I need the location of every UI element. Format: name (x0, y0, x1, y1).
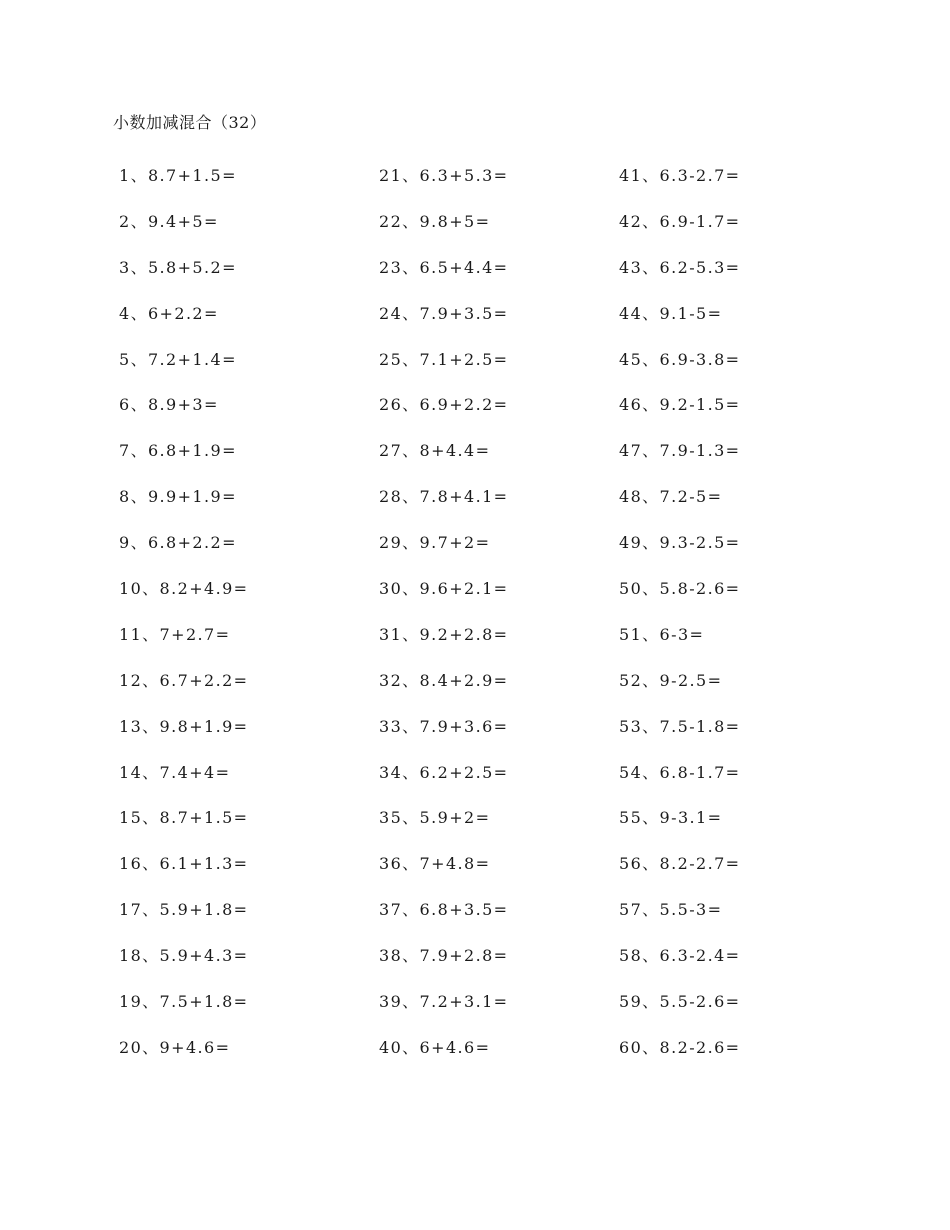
problem-41: 41、6.3-2.7= (619, 166, 741, 185)
problem-58: 58、6.3-2.4= (619, 946, 741, 966)
problem-38: 38、7.9+2.8= (379, 946, 509, 966)
problem-17: 17、5.9+1.8= (119, 900, 249, 920)
problem-47: 47、7.9-1.3= (619, 441, 741, 461)
problem-32: 32、8.4+2.9= (379, 670, 509, 690)
problem-column-2 (379, 164, 609, 1082)
problem-36: 36、7+4.8= (379, 854, 491, 874)
problem-15: 15、8.7+1.5= (119, 808, 249, 828)
problem-8: 8、9.9+1.9= (119, 487, 237, 507)
problem-45: 45、6.9-3.8= (619, 349, 741, 369)
problem-column-3 (619, 164, 849, 1082)
problem-24: 24、7.9+3.5= (379, 303, 509, 323)
problem-29: 29、9.7+2= (379, 533, 491, 553)
problem-42: 42、6.9-1.7= (619, 211, 741, 231)
problem-1: 1、8.7+1.5= (119, 166, 237, 185)
problem-56: 56、8.2-2.7= (619, 854, 741, 874)
problem-2: 2、9.4+5= (119, 211, 219, 231)
problem-51: 51、6-3= (619, 624, 705, 644)
problem-39: 39、7.2+3.1= (379, 992, 509, 1012)
problem-14: 14、7.4+4= (119, 762, 231, 782)
problem-54: 54、6.8-1.7= (619, 762, 741, 782)
problem-22: 22、9.8+5= (379, 211, 491, 231)
problem-49: 49、9.3-2.5= (619, 533, 741, 553)
problem-34: 34、6.2+2.5= (379, 762, 509, 782)
problem-60: 60、8.2-2.6= (619, 1037, 741, 1057)
problem-4: 4、6+2.2= (119, 303, 219, 323)
problem-48: 48、7.2-5= (619, 487, 723, 507)
problem-20: 20、9+4.6= (119, 1037, 231, 1057)
problem-33: 33、7.9+3.6= (379, 716, 509, 736)
problem-40: 40、6+4.6= (379, 1037, 491, 1057)
problem-26: 26、6.9+2.2= (379, 395, 509, 415)
problem-44: 44、9.1-5= (619, 303, 723, 323)
problem-25: 25、7.1+2.5= (379, 349, 509, 369)
problem-16: 16、6.1+1.3= (119, 854, 249, 874)
problem-19: 19、7.5+1.8= (119, 992, 249, 1012)
problem-9: 9、6.8+2.2= (119, 533, 237, 553)
problem-5: 5、7.2+1.4= (119, 349, 237, 369)
problem-11: 11、7+2.7= (119, 624, 231, 644)
problem-28: 28、7.8+4.1= (379, 487, 509, 507)
problem-52: 52、9-2.5= (619, 670, 723, 690)
problem-23: 23、6.5+4.4= (379, 257, 509, 277)
problem-53: 53、7.5-1.8= (619, 716, 741, 736)
problem-10: 10、8.2+4.9= (119, 579, 249, 599)
problem-59: 59、5.5-2.6= (619, 992, 741, 1012)
problem-57: 57、5.5-3= (619, 900, 723, 920)
problem-column-1 (119, 164, 349, 1082)
problem-13: 13、9.8+1.9= (119, 716, 249, 736)
problem-21: 21、6.3+5.3= (379, 166, 509, 185)
problem-3: 3、5.8+5.2= (119, 257, 237, 277)
problem-18: 18、5.9+4.3= (119, 946, 249, 966)
problem-7: 7、6.8+1.9= (119, 441, 237, 461)
problem-27: 27、8+4.4= (379, 441, 491, 461)
problem-55: 55、9-3.1= (619, 808, 723, 828)
problem-37: 37、6.8+3.5= (379, 900, 509, 920)
problem-46: 46、9.2-1.5= (619, 395, 741, 415)
problem-35: 35、5.9+2= (379, 808, 491, 828)
problem-30: 30、9.6+2.1= (379, 579, 509, 599)
problem-31: 31、9.2+2.8= (379, 624, 509, 644)
problem-43: 43、6.2-5.3= (619, 257, 741, 277)
problem-6: 6、8.9+3= (119, 395, 219, 415)
worksheet-title: 小数加减混合（32） (113, 113, 267, 132)
problem-12: 12、6.7+2.2= (119, 670, 249, 690)
problem-50: 50、5.8-2.6= (619, 579, 741, 599)
